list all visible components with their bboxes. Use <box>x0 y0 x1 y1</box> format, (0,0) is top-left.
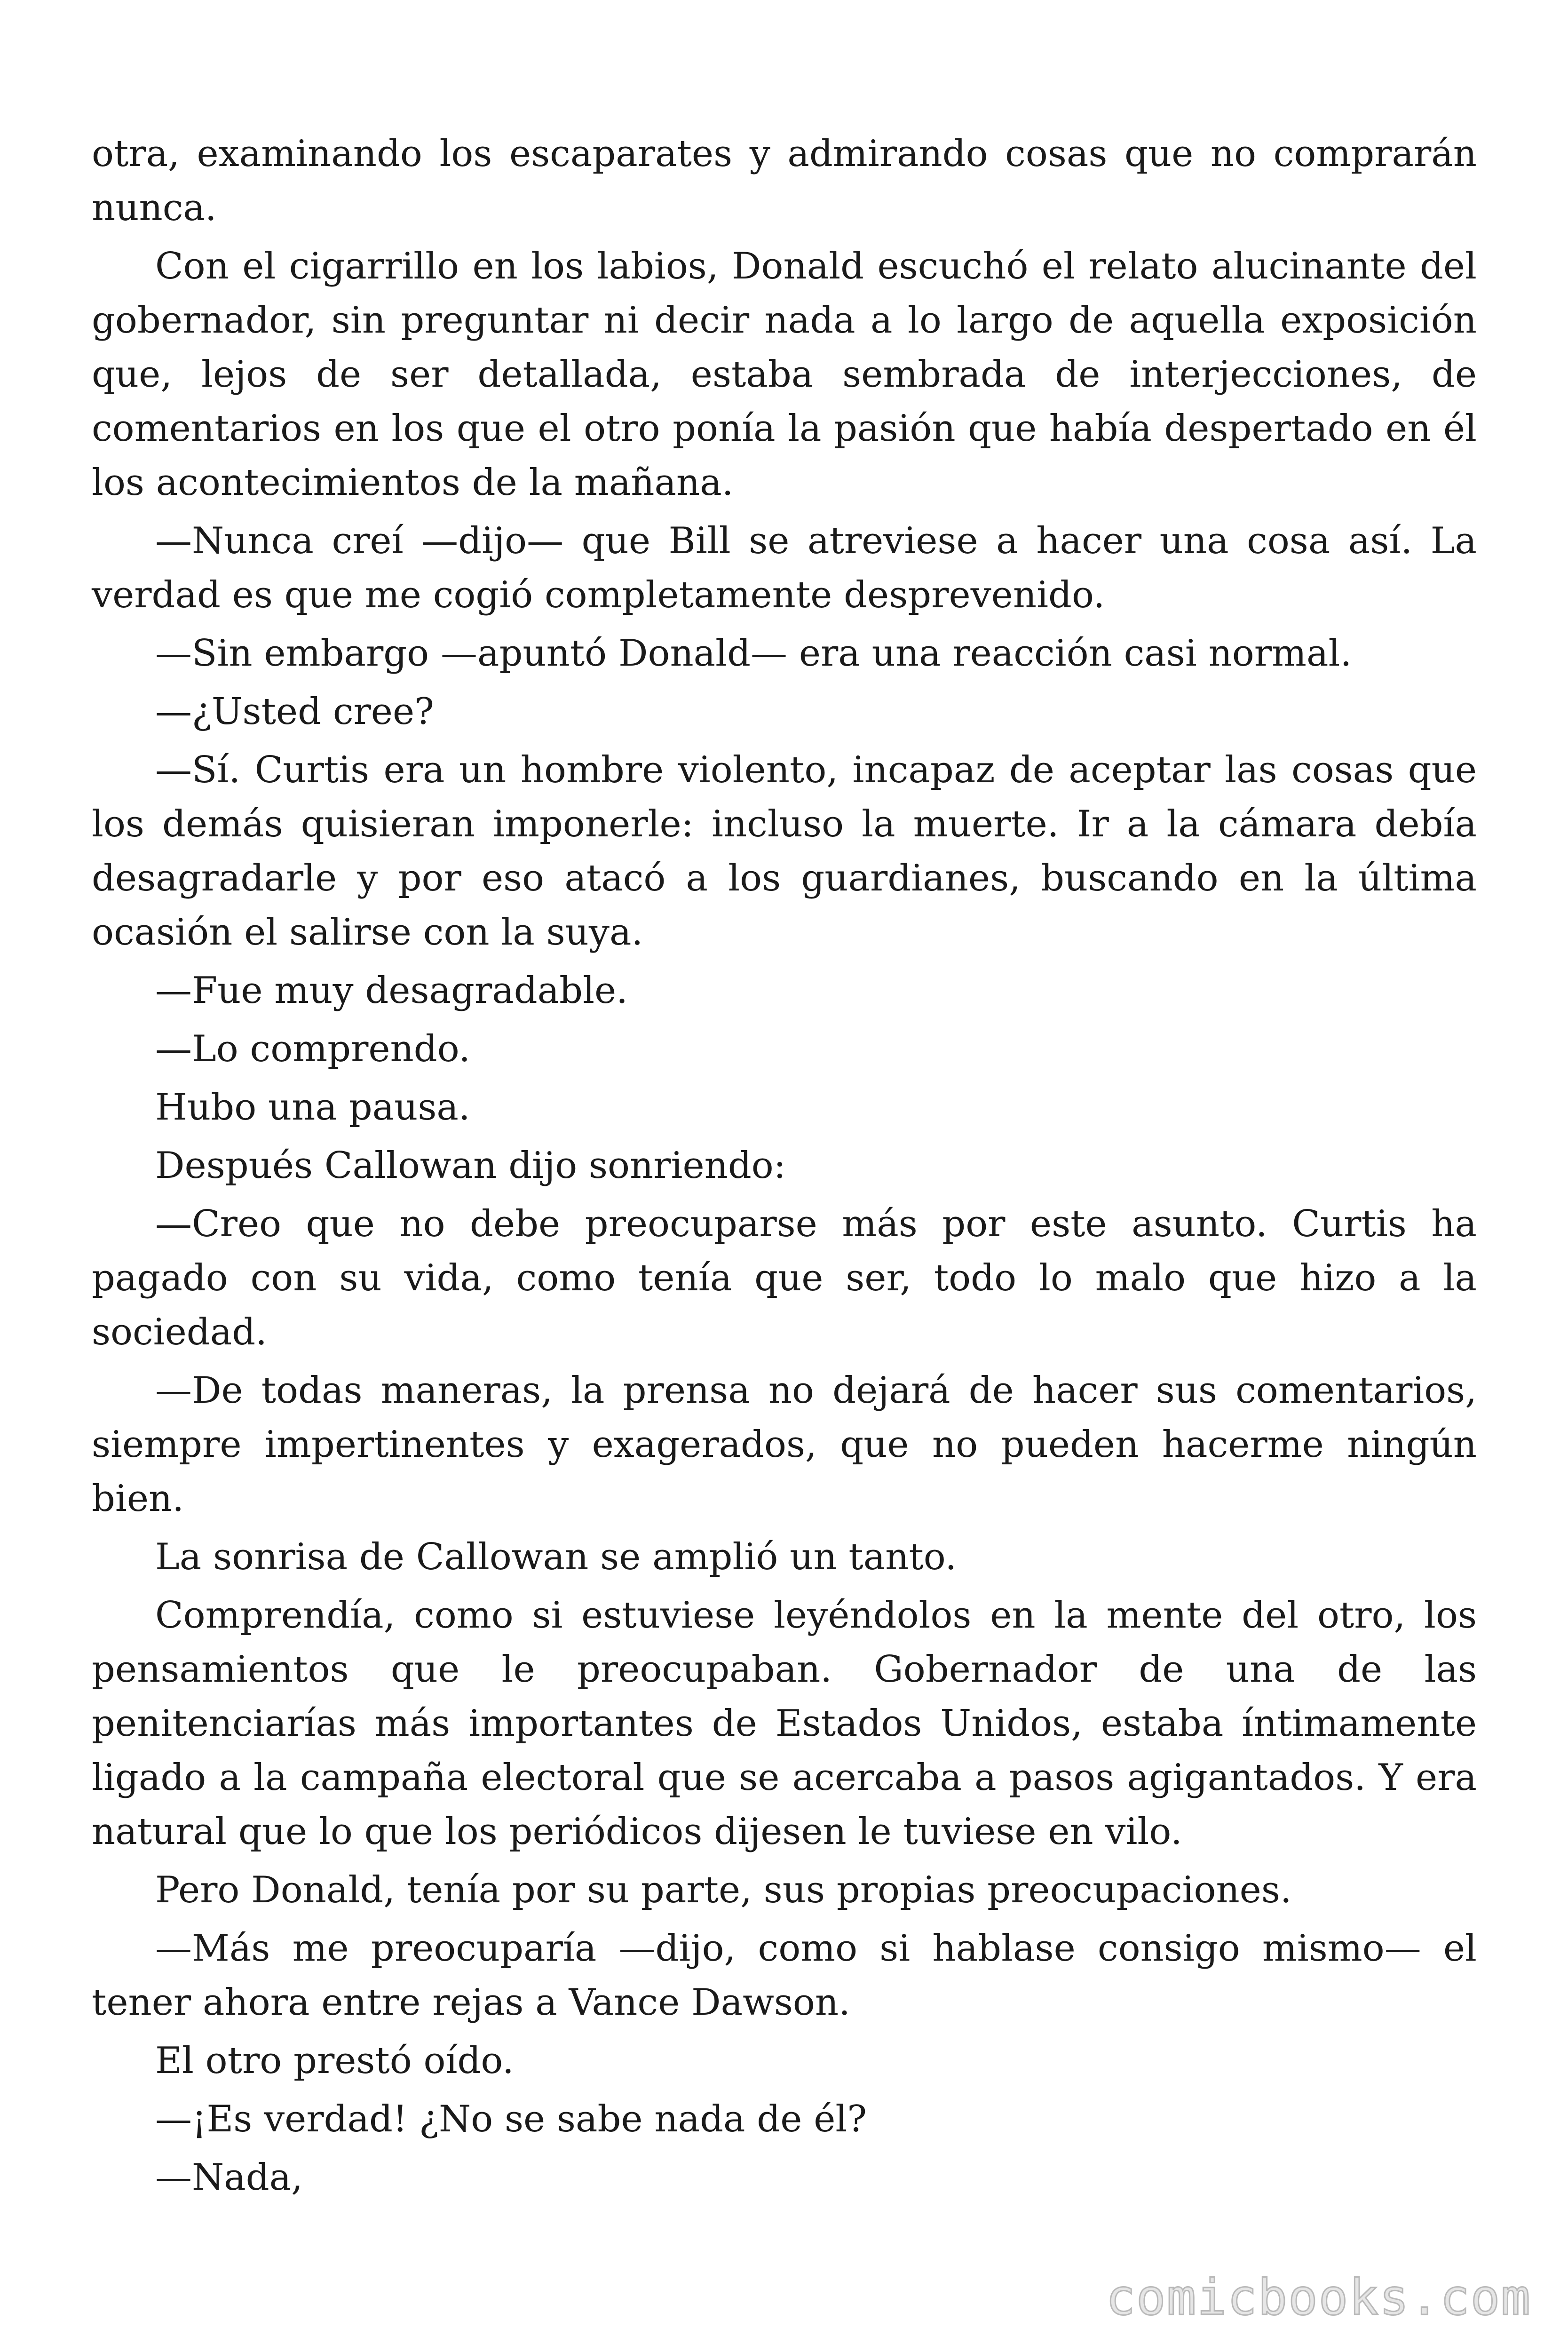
paragraph: —Lo comprendo. <box>155 1028 471 1070</box>
paragraph: —Creo que no debe preocuparse más por este asunto. Curtis ha pagado con su vida, como tenía que ser, todo lo malo que hizo a la sociedad. <box>92 1203 1477 1353</box>
book-page-text <box>92 127 1477 2209</box>
paragraph: —¡Es verdad! ¿No se sabe nada de él? <box>155 2098 867 2140</box>
paragraph: otra, examinando los escaparates y admirando cosas que no comprarán nunca. <box>92 133 1477 229</box>
paragraph: —¿Usted cree? <box>155 691 434 733</box>
paragraph: —Sí. Curtis era un hombre violento, incapaz de aceptar las cosas que los demás quisieran imponerle: incluso la muerte. Ir a la cámara debía desagradarle y por eso atacó a los guardianes, buscando en la última ocasión el salirse con la suya. <box>92 749 1477 954</box>
paragraph: —Fue muy desagradable. <box>155 969 628 1012</box>
paragraph: —Sin embargo —apuntó Donald— era una reacción casi normal. <box>155 632 1352 675</box>
paragraph: La sonrisa de Callowan se amplió un tanto. <box>155 1536 957 1578</box>
paragraph: Hubo una pausa. <box>155 1086 470 1128</box>
paragraph: Después Callowan dijo sonriendo: <box>155 1144 786 1187</box>
paragraph: —Nada, <box>155 2156 303 2199</box>
paragraph: —Nunca creí —dijo— que Bill se atreviese a hacer una cosa así. La verdad es que me cogió completamente desprevenido. <box>92 520 1477 616</box>
site-watermark: comicbooks.com <box>1106 2269 1531 2326</box>
paragraph: El otro prestó oído. <box>155 2040 514 2082</box>
paragraph: —Más me preocuparía —dijo, como si hablase consigo mismo— el tener ahora entre rejas a Vance Dawson. <box>92 1927 1477 2024</box>
paragraph: Con el cigarrillo en los labios, Donald escuchó el relato alucinante del gobernador, sin preguntar ni decir nada a lo largo de aquella exposición que, lejos de ser detallada, estaba sembrada de interjecciones, de comentarios en los que el otro ponía la pasión que había despertado en él los acontecimientos de la mañana. <box>92 245 1477 504</box>
paragraph: Comprendía, como si estuviese leyéndolos en la mente del otro, los pensamientos que le preocupaban. Gobernador de una de las penitenciarías más importantes de Estados Unidos, estaba íntimamente ligado a la campaña electoral que se acercaba a pasos agigantados. Y era natural que lo que los periódicos dijesen le tuviese en vilo. <box>92 1594 1477 1853</box>
paragraph: —De todas maneras, la prensa no dejará de hacer sus comentarios, siempre impertinentes y exagerados, que no pueden hacerme ningún bien. <box>92 1369 1477 1520</box>
paragraph: Pero Donald, tenía por su parte, sus propias preocupaciones. <box>155 1869 1292 1911</box>
